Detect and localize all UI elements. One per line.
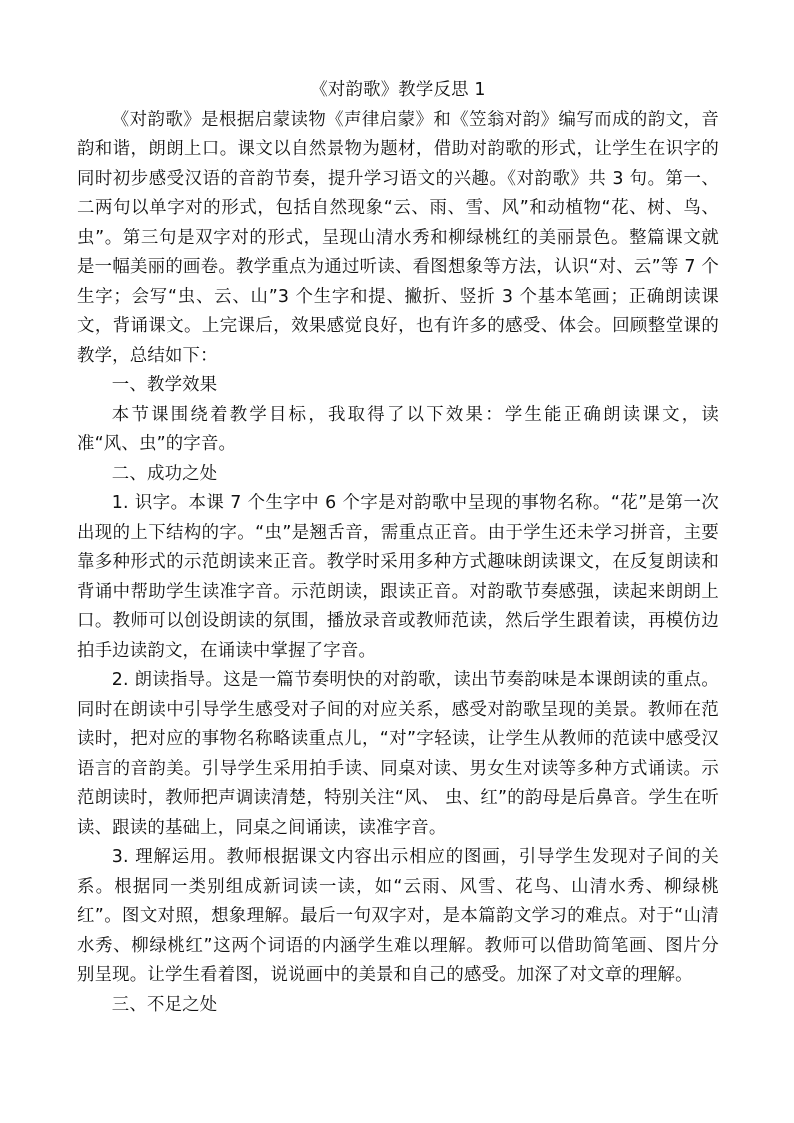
intro-paragraph: 《对韵歌》是根据启蒙读物《声律启蒙》和《笠翁对韵》编写而成的韵文，音韵和谐，朗朗上口。课文以自然景物为题材，借助对韵歌的形式，让学生在识字的同时初步感受汉语的音韵节奏，提升学习语文的兴趣。《对韵歌》共 3 句。第一、二两句以单字对的形式，包括自然现象“云、雨、雪、风”和动植物“花、树、鸟、虫”。第三句是双字对的形式，呈现山清水秀和柳绿桃红的美丽景色。整篇课文就是一幅美丽的画卷。教学重点为通过听读、看图想象等方法，认识“对、云”等 7 个生字；会写“虫、云、山”3 个生字和提、撇折、竖折 3 个基本笔画；正确朗读课文，背诵课文。上完课后，效果感觉良好，也有许多的感受、体会。回顾整堂课的教学，总结如下： [77,109,719,366]
section-teaching-effect-text: 本节课围绕着教学目标，我取得了以下效果：学生能正确朗读课文，读准“风、虫”的字音。 [77,404,719,454]
section-heading-teaching-effect: 一、教学效果 [111,375,218,395]
section-heading-shortcomings: 三、不足之处 [111,994,218,1015]
document-title: 《对韵歌》教学反思 1 [310,80,486,100]
success-item-reading-guidance: 2. 朗读指导。这是一篇节奏明快的对韵歌，读出节奏韵味是本课朗读的重点。同时在朗读中引导学生感受对子间的对应关系，感受对韵歌呈现的美景。教师在范读时，把对应的事物名称略读重点儿，“对”字轻读，让学生从教师的范读中感受汉语言的音韵美。引导学生采用拍手读、同桌对读、男女生对读等多种方式诵读。示范朗读时，教师把声调读清楚，特别关注“风、 虫、红”的韵母是后鼻音。学生在听读、跟读的基础上，同桌之间诵读，读准字音。 [77,670,719,838]
document-page [77,76,719,1020]
section-heading-successes: 二、成功之处 [111,463,218,484]
success-item-literacy: 1. 识字。本课 7 个生字中 6 个字是对韵歌中呈现的事物名称。“花”是第一次出现的上下结构的字。“虫”是翘舌音，需重点正音。由于学生还未学习拼音，主要靠多种形式的示范朗读来正音。教学时采用多种方式趣味朗读课文，在反复朗读和背诵中帮助学生读准字音。示范朗读，跟读正音。对韵歌节奏感强，读起来朗朗上口。教师可以创设朗读的氛围，播放录音或教师范读，然后学生跟着读，再模仿边拍手边读韵文，在诵读中掌握了字音。 [77,493,719,661]
success-item-understanding: 3. 理解运用。教师根据课文内容出示相应的图画，引导学生发现对子间的关系。根据同一类别组成新词读一读，如“云雨、风雪、花鸟、山清水秀、柳绿桃红”。图文对照，想象理解。最后一句双字对，是本篇韵文学习的难点。对于“山清水秀、柳绿桃红”这两个词语的内涵学生难以理解。教师可以借助简笔画、图片分别呈现。让学生看着图，说说画中的美景和自己的感受。加深了对文章的理解。 [77,847,719,985]
